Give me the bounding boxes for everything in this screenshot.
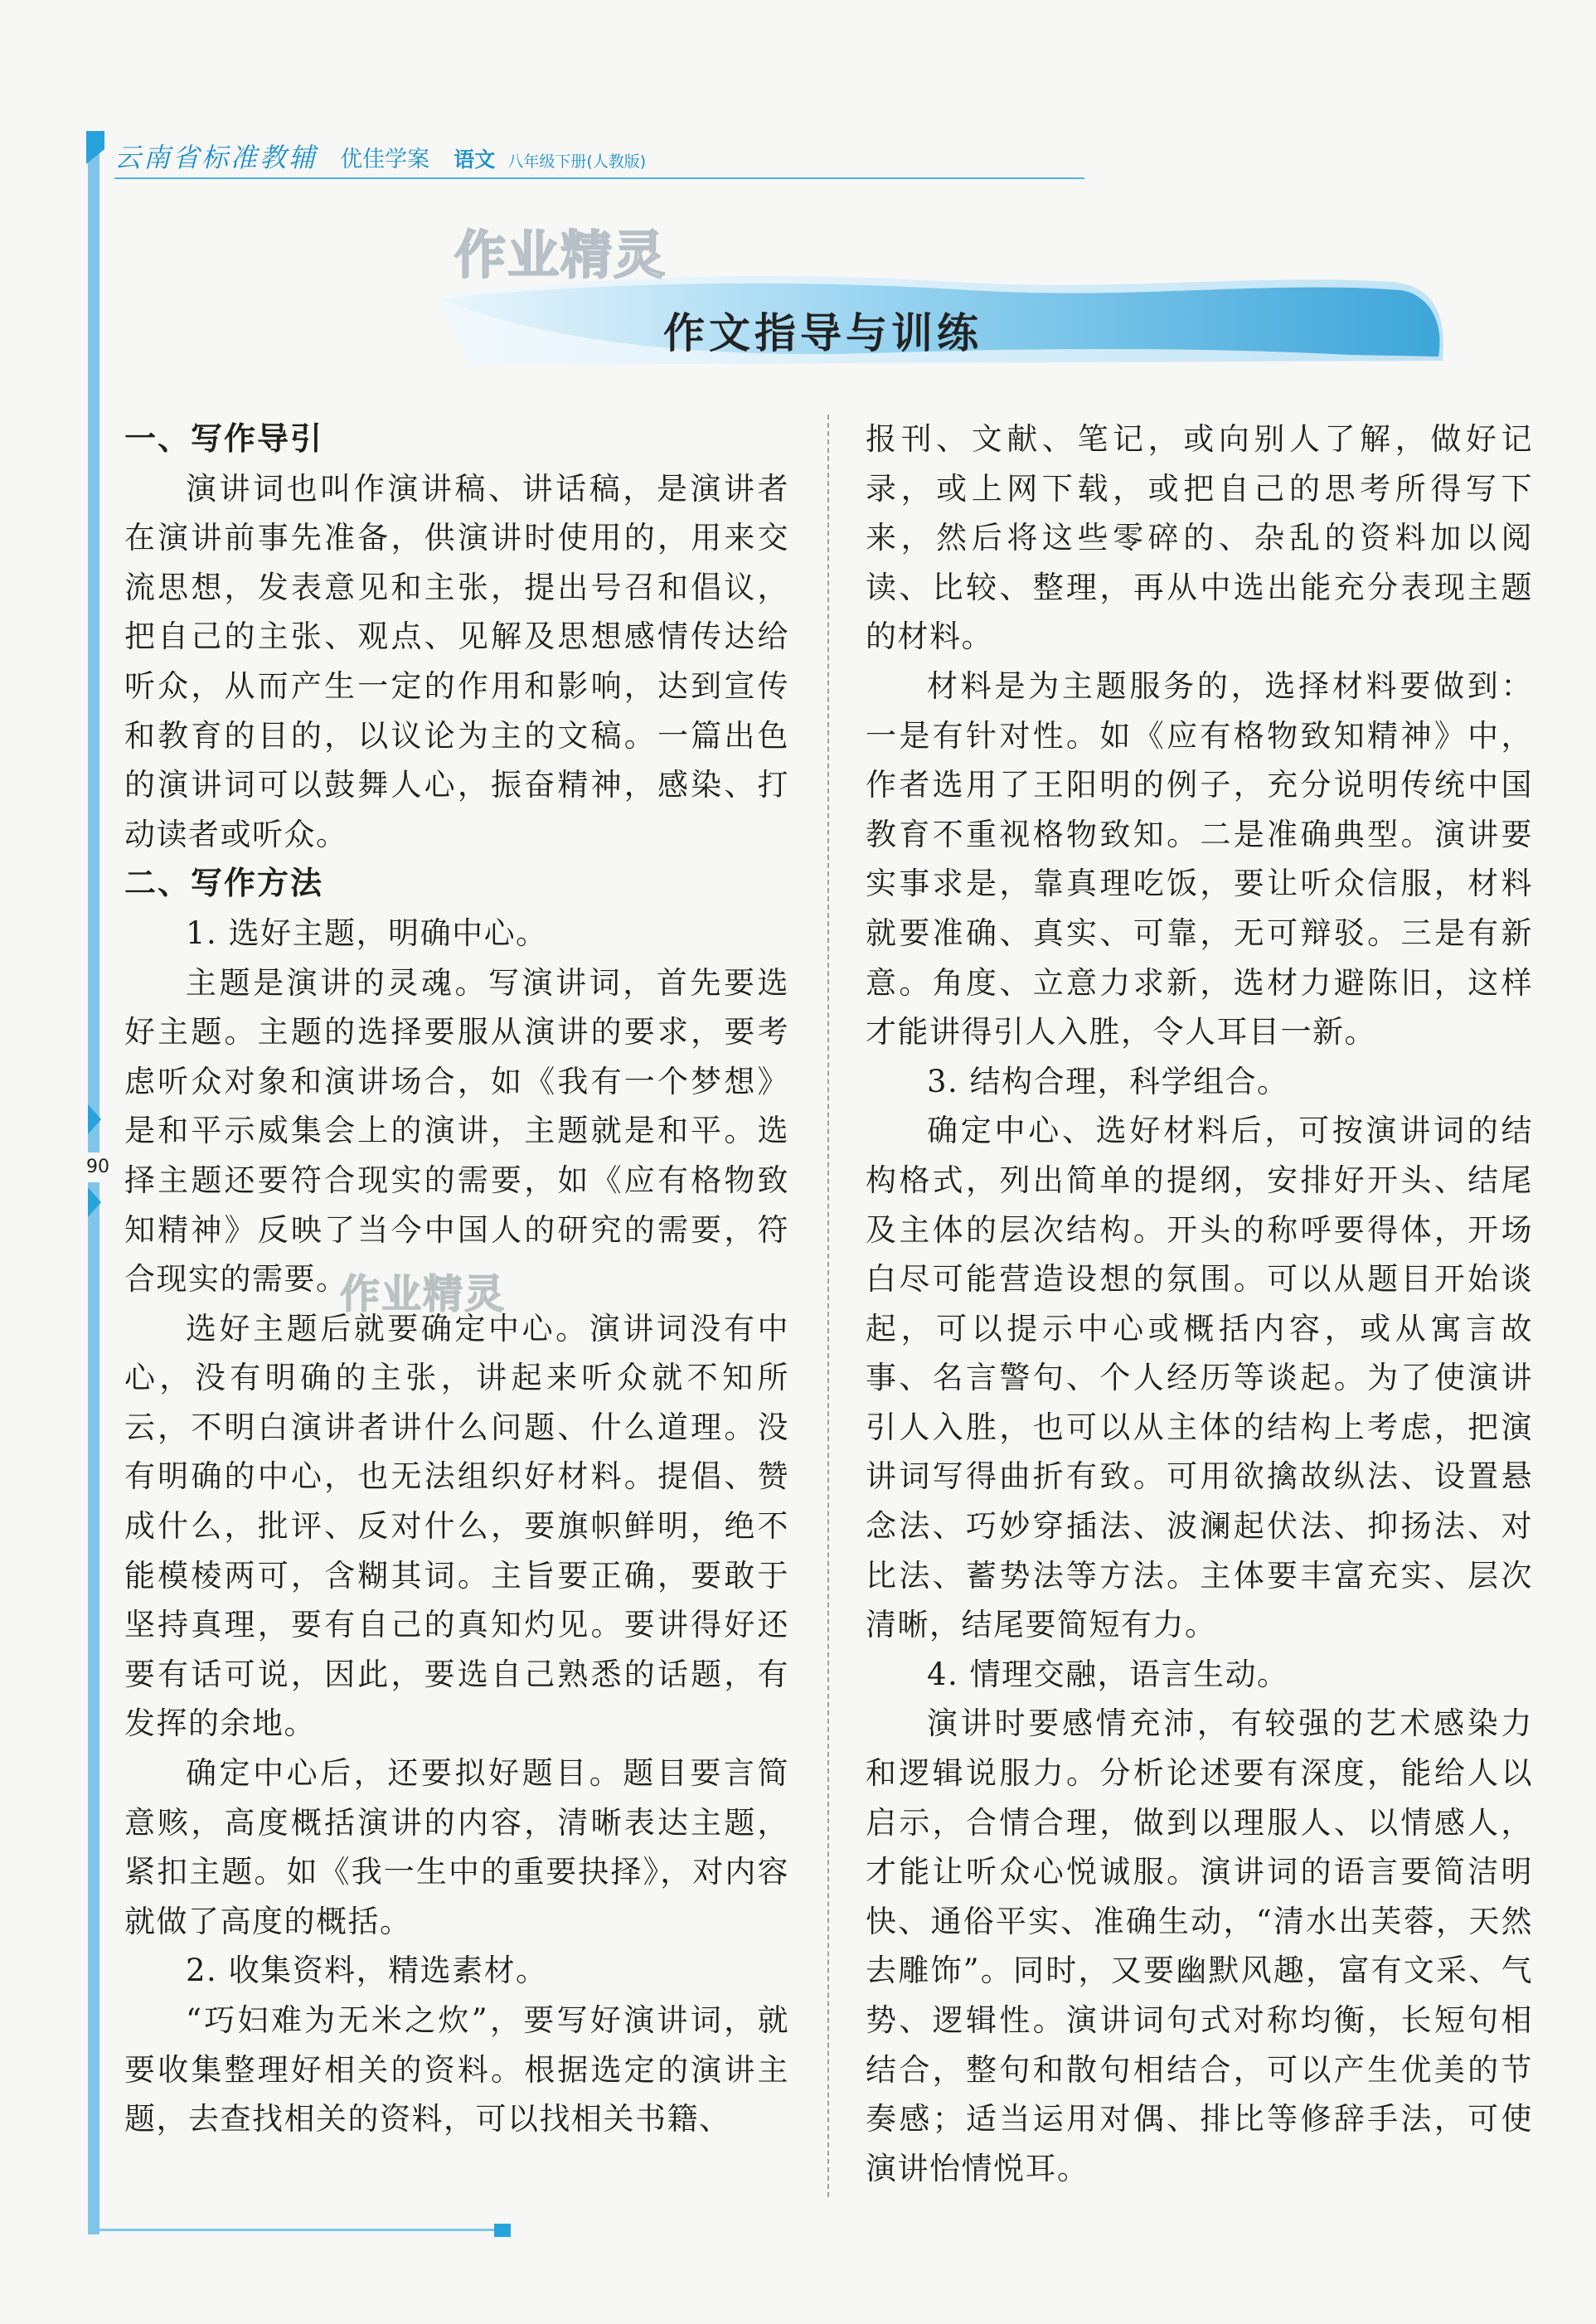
header-rule — [114, 177, 1084, 179]
paragraph: “巧妇难为无米之炊”，要写好演讲词，就要收集整理好相关的资料。根据选定的演讲主题，去查找相关的资料，可以找相关书籍、 — [124, 2002, 789, 2137]
right-column — [866, 415, 1533, 2193]
watermark-logo: 作业精灵 — [454, 225, 667, 285]
paragraph: 确定中心后，还要拟好题目。题目要言简意赅，高度概括演讲的内容，清晰表达主题，紧扣主题。如《我一生中的重要抉择》，对内容就做了高度的概括。 — [124, 1755, 789, 1939]
page-header — [114, 137, 646, 173]
watermark-logo: 作业精灵 — [340, 1271, 507, 1317]
subheading-4: 4. 情理交融，语言生动。 — [927, 1656, 1289, 1692]
subheading-3: 3. 结构合理，科学组合。 — [927, 1063, 1289, 1099]
page-number: 90 — [81, 1152, 114, 1182]
paragraph: 选好主题后就要确定中心。演讲词没有中心，没有明确的主张，讲起来听众就不知所云，不明白演讲者讲什么问题、什么道理。没有明确的中心，也无法组织好材料。提倡、赞成什么，批评、反对什么，要旗帜鲜明，绝不能模棱两可，含糊其词。主旨要正确，要敢于坚持真理，要有自己的真知灼见。要讲得好还要有话可说，因此，要选自己熟悉的话题，有发挥的余地。 — [124, 1310, 789, 1742]
subheading-1: 1. 选好主题，明确中心。 — [186, 915, 548, 951]
paragraph: 主题是演讲的灵魂。写演讲词，首先要选好主题。主题的选择要服从演讲的要求，要考虑听众对象和演讲场合，如《我有一个梦想》是和平示威集会上的演讲，主题就是和平。选择主题还要符合现实的需要，如《应有格物致知精神》反映了当今中国人的研究的需要，符合现实的需要。 — [124, 964, 789, 1298]
series-name: 云南省标准教辅 — [114, 142, 318, 173]
column-divider — [827, 415, 829, 2197]
page-title: 作文指导与训练 — [663, 309, 982, 357]
grade-label: 八年级下册(人教版) — [507, 153, 647, 171]
paragraph: 演讲词也叫作演讲稿、讲话稿，是演讲者在演讲前事先准备，供演讲时使用的，用来交流思想，发表意见和主张，提出号召和倡议，把自己的主张、观点、见解及思想感情传达给听众，从而产生一定的作用和影响，达到宣传和教育的目的，以议论为主的文稿。一篇出色的演讲词可以鼓舞人心，振奋精神，感染、打动读者或听众。 — [124, 470, 789, 852]
paragraph: 确定中心、选好材料后，可按演讲词的结构格式，列出简单的提纲，安排好开头、结尾及主体的层次结构。开头的称呼要得体，开场白尽可能营造设想的氛围。可以从题目开始谈起，可以提示中心或概括内容，或从寓言故事、名言警句、个人经历等谈起。为了使演讲引人入胜，也可以从主体的结构上考虑，把演讲词写得曲折有致。可用欲擒故纵法、设置悬念法、巧妙穿插法、波澜起伏法、抑扬法、对比法、蓄势法等方法。主体要丰富充实、层次清晰，结尾要简短有力。 — [866, 1113, 1533, 1643]
heading-writing-guide: 一、写作导引 — [124, 420, 324, 457]
subject-label: 语文 — [454, 148, 496, 172]
paragraph: 演讲时要感情充沛，有较强的艺术感染力和逻辑说服力。分析论述要有深度，能给人以启示，合情合理，做到以理服人、以情感人，才能让听众心悦诚服。演讲词的语言要简洁明快、通俗平实、准确生动，“清水出芙蓉，天然去雕饰”。同时，又要幽默风趣，富有文采、气势、逻辑性。演讲词句式对称均衡，长短句相结合，整句和散句相结合，可以产生优美的节奏感；适当运用对偶、排比等修辞手法，可使演讲怡情悦耳。 — [866, 1705, 1533, 2186]
paragraph: 报刊、文献、笔记，或向别人了解，做好记录，或上网下载，或把自己的思考所得写下来，然后将这些零碎的、杂乱的资料加以阅读、比较、整理，再从中选出能充分表现主题的材料。 — [866, 421, 1533, 655]
paragraph: 材料是为主题服务的，选择材料要做到：一是有针对性。如《应有格物致知精神》中，作者选用了王阳明的例子，充分说明传统中国教育不重视格物致知。二是准确典型。演讲要实事求是，靠真理吃饭，要让听众信服，材料就要准确、真实、可靠，无可辩驳。三是有新意。角度、立意力求新，选材力避陈旧，这样才能讲得引人入胜，令人耳目一新。 — [866, 667, 1533, 1050]
subheading-2: 2. 收集资料，精选素材。 — [186, 1953, 548, 1989]
bottom-rule-cap — [494, 2224, 511, 2237]
brand-name: 优佳学案 — [340, 147, 430, 172]
heading-writing-methods: 二、写作方法 — [124, 865, 324, 902]
bottom-rule — [99, 2229, 494, 2231]
